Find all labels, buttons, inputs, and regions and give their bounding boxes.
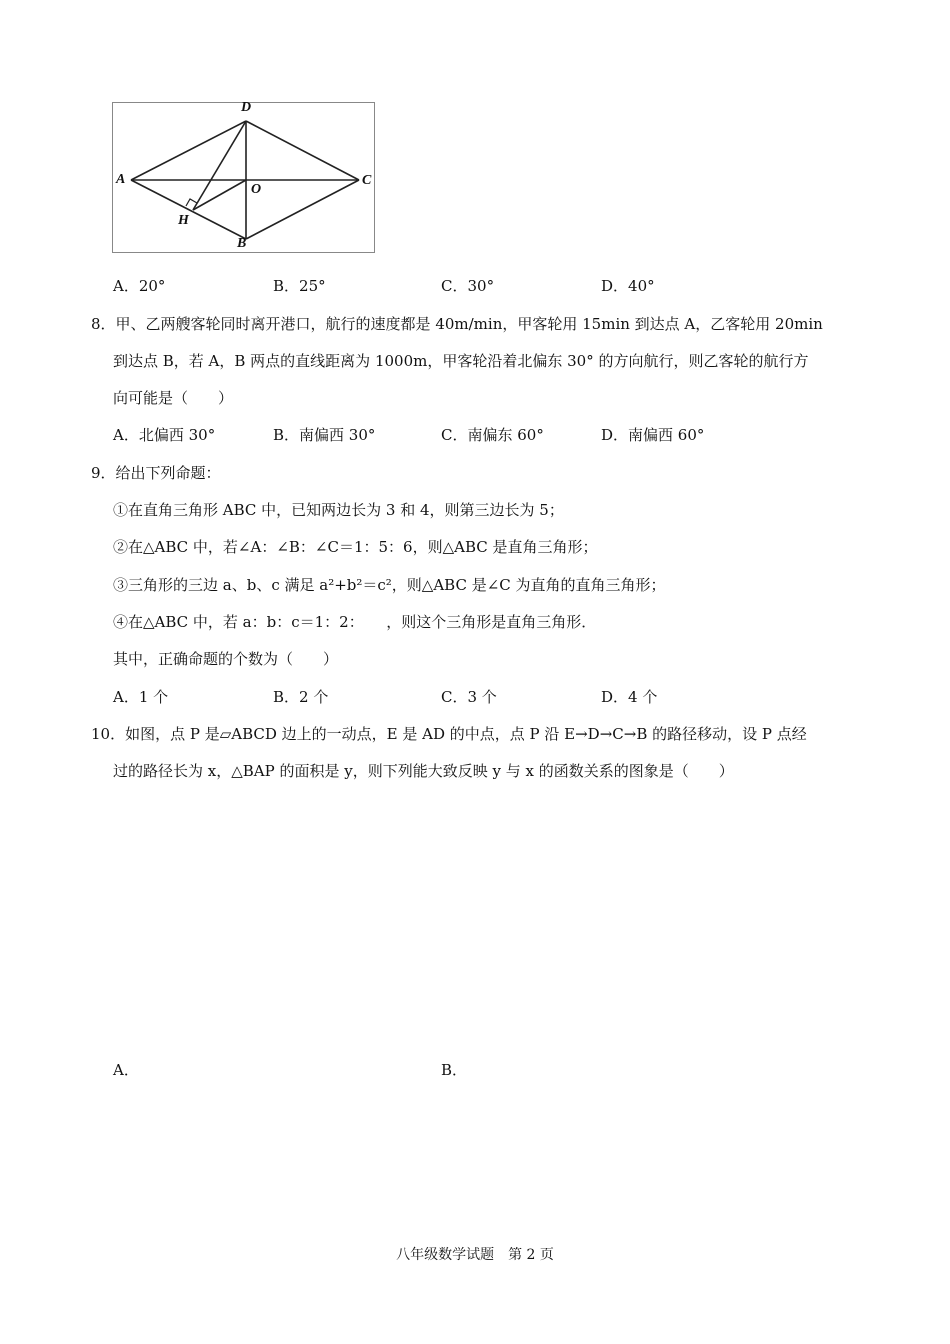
q9-proposition-3: ③三角形的三边 a、b、c 满足 a²+b²＝c²，则△ABC 是∠C 为直角的直角三角形； xyxy=(113,576,666,594)
rhombus-diagram xyxy=(113,103,376,254)
q8-line-3: 向可能是（ ） xyxy=(113,389,234,407)
q7-option-c[interactable]: C．30° xyxy=(441,277,495,295)
q10-line-1: 10．如图，点 P 是▱ABCD 边上的一动点，E 是 AD 的中点，点 P 沿 E→D→C→B 的路径移动，设 P 点经 xyxy=(91,725,807,743)
q9-stem: 9．给出下列命题： xyxy=(91,464,221,482)
label-o: O xyxy=(251,182,262,197)
q7-option-b[interactable]: B．25° xyxy=(273,277,326,295)
q8-line-2: 到达点 B，若 A，B 两点的直线距离为 1000m，甲客轮沿着北偏东 30° 的方向航行，则乙客轮的航行方 xyxy=(113,352,809,370)
q8-option-d[interactable]: D．南偏西 60° xyxy=(601,426,705,444)
label-a: A xyxy=(116,172,126,187)
side-cb xyxy=(246,180,359,239)
q10-option-a[interactable]: A． xyxy=(113,1061,139,1079)
label-c: C xyxy=(362,173,372,188)
page-footer: 八年级数学试题 第 2 页 xyxy=(396,1247,554,1263)
label-b: B xyxy=(237,236,247,251)
side-dc xyxy=(246,121,359,180)
label-d: D xyxy=(241,100,252,115)
q9-proposition-4: ④在△ABC 中，若 a：b：c＝1：2： ，则这个三角形是直角三角形． xyxy=(113,613,597,631)
q9-option-d[interactable]: D．4 个 xyxy=(601,688,658,706)
q8-option-a[interactable]: A．北偏西 30° xyxy=(113,426,216,444)
q8-line-1: 8．甲、乙两艘客轮同时离开港口，航行的速度都是 40m/min，甲客轮用 15min 到达点 A，乙客轮用 20min xyxy=(91,315,823,333)
q10-option-b[interactable]: B． xyxy=(441,1061,468,1079)
q9-option-b[interactable]: B．2 个 xyxy=(273,688,329,706)
q8-option-c[interactable]: C．南偏东 60° xyxy=(441,426,544,444)
q8-option-b[interactable]: B．南偏西 30° xyxy=(273,426,376,444)
q9-option-a[interactable]: A．1 个 xyxy=(113,688,169,706)
q9-proposition-1: ①在直角三角形 ABC 中，已知两边长为 3 和 4，则第三边长为 5； xyxy=(113,501,564,519)
segment-ho xyxy=(193,180,246,210)
q10-line-2: 过的路径长为 x，△BAP 的面积是 y，则下列能大致反映 y 与 x 的函数关系的图象是（ ） xyxy=(113,762,734,780)
q9-option-c[interactable]: C．3 个 xyxy=(441,688,497,706)
q7-option-d[interactable]: D．40° xyxy=(601,277,655,295)
label-h: H xyxy=(178,213,189,228)
q9-proposition-2: ②在△ABC 中，若∠A：∠B：∠C＝1：5：6，则△ABC 是直角三角形； xyxy=(113,538,598,556)
q9-ask: 其中，正确命题的个数为（ ） xyxy=(113,650,339,668)
q7-option-a[interactable]: A．20° xyxy=(113,277,166,295)
rhombus-figure xyxy=(112,102,375,253)
